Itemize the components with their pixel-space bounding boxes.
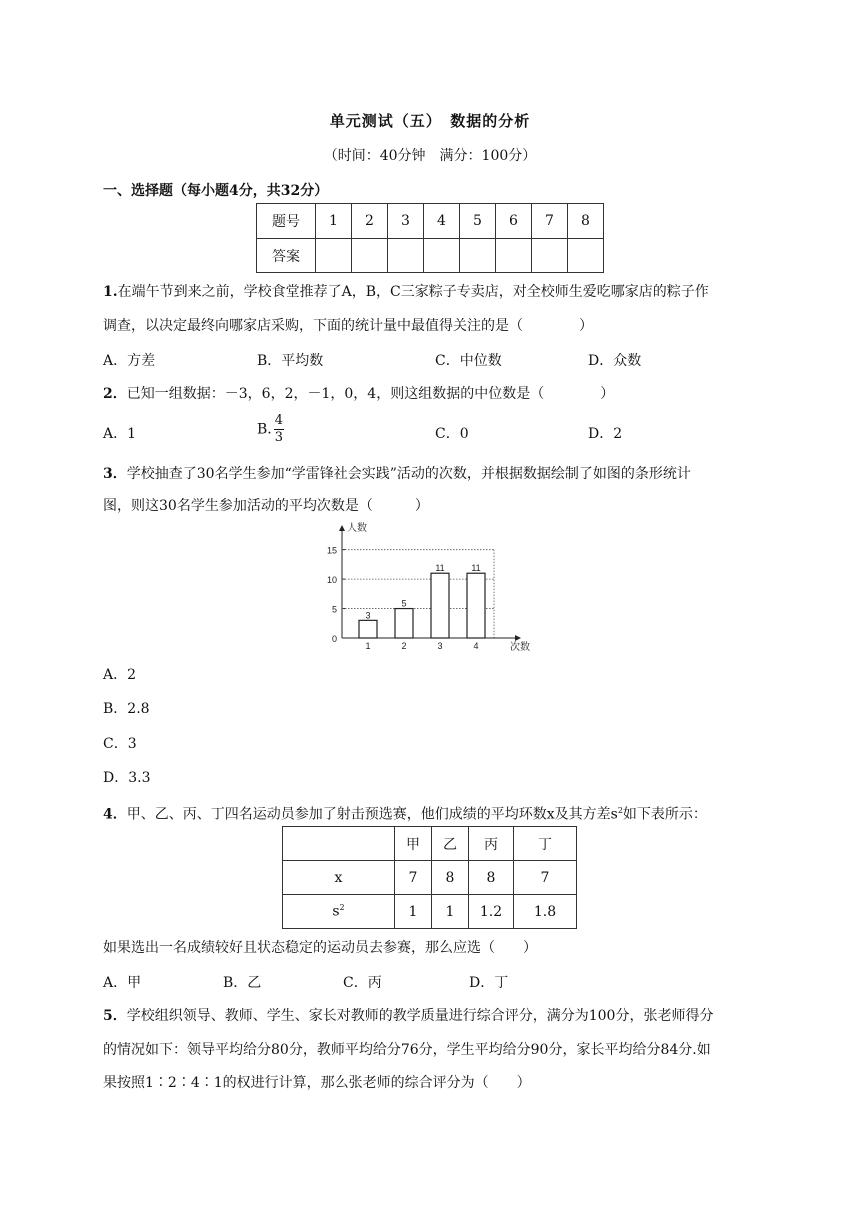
- q3-option-c[interactable]: C．3: [103, 736, 137, 752]
- question-2: [103, 384, 614, 404]
- y-axis-label: 人数: [347, 523, 367, 534]
- question-1-line-1: [103, 282, 709, 302]
- answer-table-number: 1: [316, 204, 352, 239]
- page-subtitle: （时间：40分钟 满分：100分）: [323, 148, 537, 164]
- stats-header: 甲: [395, 827, 432, 861]
- question-4-prompt: 如果选出一名成绩较好且状态稳定的运动员去参赛，那么应选（ ）: [103, 940, 537, 956]
- question-5-line-2: 的情况如下：领导平均给分80分，教师平均给分76分，学生平均给分90分，家长平均给分84分.如: [103, 1042, 711, 1058]
- question-3-line-2: 图，则这30名学生参加活动的平均次数是（ ）: [103, 498, 429, 514]
- x-tick-label: 4: [473, 641, 479, 651]
- stats-cell: 7: [395, 861, 432, 895]
- q1-option-c[interactable]: C．中位数: [435, 353, 502, 369]
- question-number: 4．: [103, 806, 127, 823]
- stats-header: 乙: [432, 827, 469, 861]
- answer-table-number: 7: [532, 204, 568, 239]
- stats-row-label: [283, 895, 395, 929]
- stats-header-empty: [283, 827, 395, 861]
- stats-cell: 1.2: [469, 895, 514, 929]
- answer-table: [256, 203, 604, 273]
- answer-table-number: 3: [388, 204, 424, 239]
- q3-option-b[interactable]: B．2.8: [103, 701, 150, 717]
- question-text: 在端午节到来之前，学校食堂推荐了A，B，C三家粽子专卖店，对全校师生爱吃哪家店的粽子作: [117, 284, 709, 300]
- question-number: 3．: [103, 466, 127, 482]
- q4-option-b[interactable]: B．乙: [223, 975, 262, 991]
- stats-cell: 1: [432, 895, 469, 929]
- question-5-line-1: [103, 1006, 713, 1026]
- q2-option-c[interactable]: C．0: [435, 426, 469, 442]
- stats-row-label-text: s: [332, 903, 340, 920]
- data-label: 3: [365, 610, 371, 621]
- y-axis-arrow: [339, 525, 345, 531]
- y-tick-label: 0: [331, 634, 337, 644]
- stats-cell: 1: [395, 895, 432, 929]
- stats-cell: 1.8: [514, 895, 577, 929]
- stats-table: [282, 826, 577, 929]
- question-3-line-1: [103, 464, 691, 484]
- stats-header: 丁: [514, 827, 577, 861]
- superscript: 2: [617, 806, 623, 815]
- answer-cell[interactable]: [568, 239, 604, 273]
- stats-row-label: x: [283, 861, 395, 895]
- section-heading: 一、选择题（每小题4分，共32分）: [103, 183, 329, 199]
- fraction-numerator: 4: [274, 413, 284, 428]
- answer-table-row-label: 答案: [257, 239, 316, 273]
- q1-option-a[interactable]: A．方差: [103, 353, 156, 369]
- question-text: 甲、乙、丙、丁四名运动员参加了射击预选赛，他们成绩的平均环数x及其方差s: [126, 806, 618, 823]
- question-number: 1.: [103, 284, 118, 300]
- answer-cell[interactable]: [352, 239, 388, 273]
- bar: [431, 573, 449, 638]
- bar: [467, 573, 485, 638]
- question-text: 学校抽查了30名学生参加“学雷锋社会实践”活动的次数，并根据数据绘制了如图的条形统计: [126, 466, 691, 482]
- question-text: 学校组织领导、教师、学生、家长对教师的教学质量进行综合评分，满分为100分，张老师得分: [126, 1008, 714, 1024]
- answer-cell[interactable]: [316, 239, 352, 273]
- fraction-denominator: 3: [274, 430, 284, 445]
- q4-option-d[interactable]: D．丁: [469, 975, 509, 991]
- question-number: 2．: [103, 386, 127, 402]
- answer-cell[interactable]: [460, 239, 496, 273]
- x-tick-label: 2: [401, 641, 407, 651]
- fraction: [274, 413, 284, 446]
- question-4: [103, 801, 707, 825]
- answer-cell[interactable]: [424, 239, 460, 273]
- answer-table-number: 8: [568, 204, 604, 239]
- x-axis-label: 次数: [510, 642, 530, 653]
- q3-option-d[interactable]: D．3.3: [103, 770, 151, 786]
- q2-option-d[interactable]: D．2: [588, 426, 623, 442]
- answer-cell[interactable]: [532, 239, 568, 273]
- data-label: 5: [401, 598, 407, 609]
- question-5-line-3: 果按照1∶2∶4∶1的权进行计算，那么张老师的综合评分为（ ）: [103, 1075, 531, 1091]
- data-label: 11: [435, 563, 445, 574]
- answer-cell[interactable]: [388, 239, 424, 273]
- bar: [359, 620, 377, 638]
- answer-table-number: 4: [424, 204, 460, 239]
- stats-cell: 7: [514, 861, 577, 895]
- data-label: 11: [471, 563, 481, 574]
- x-tick-label: 1: [365, 641, 371, 651]
- question-1-line-2: 调查，以决定最终向哪家店采购，下面的统计量中最值得关注的是（ ）: [103, 318, 593, 334]
- q3-option-a[interactable]: A．2: [103, 667, 137, 683]
- question-text-end: 如下表所示：: [622, 806, 707, 823]
- bar: [395, 609, 413, 638]
- stats-cell: 8: [432, 861, 469, 895]
- answer-table-row-label: 题号: [257, 204, 316, 239]
- q1-option-b[interactable]: B．平均数: [257, 353, 324, 369]
- stats-header: 丙: [469, 827, 514, 861]
- q2-option-b[interactable]: [257, 413, 284, 446]
- bar-chart: [320, 520, 540, 655]
- option-letter: B.: [257, 421, 272, 438]
- answer-table-number: 5: [460, 204, 496, 239]
- y-tick-label: 10: [326, 575, 337, 586]
- y-tick-label: 15: [326, 545, 337, 556]
- answer-table-number: 6: [496, 204, 532, 239]
- stats-cell: 8: [469, 861, 514, 895]
- x-axis-arrow: [515, 635, 521, 641]
- answer-table-number: 2: [352, 204, 388, 239]
- q1-option-d[interactable]: D．众数: [588, 353, 642, 369]
- x-tick-label: 3: [437, 641, 443, 651]
- page-title: 单元测试（五） 数据的分析: [329, 112, 531, 130]
- q4-option-c[interactable]: C．丙: [343, 975, 382, 991]
- superscript: 2: [339, 903, 345, 913]
- question-number: 5．: [103, 1008, 127, 1024]
- q2-option-a[interactable]: A．1: [103, 426, 137, 442]
- answer-cell[interactable]: [496, 239, 532, 273]
- question-text: 已知一组数据：－3，6，2，－1，0，4，则这组数据的中位数是（ ）: [126, 386, 615, 402]
- y-tick-label: 5: [331, 604, 337, 615]
- q4-option-a[interactable]: A．甲: [103, 975, 142, 991]
